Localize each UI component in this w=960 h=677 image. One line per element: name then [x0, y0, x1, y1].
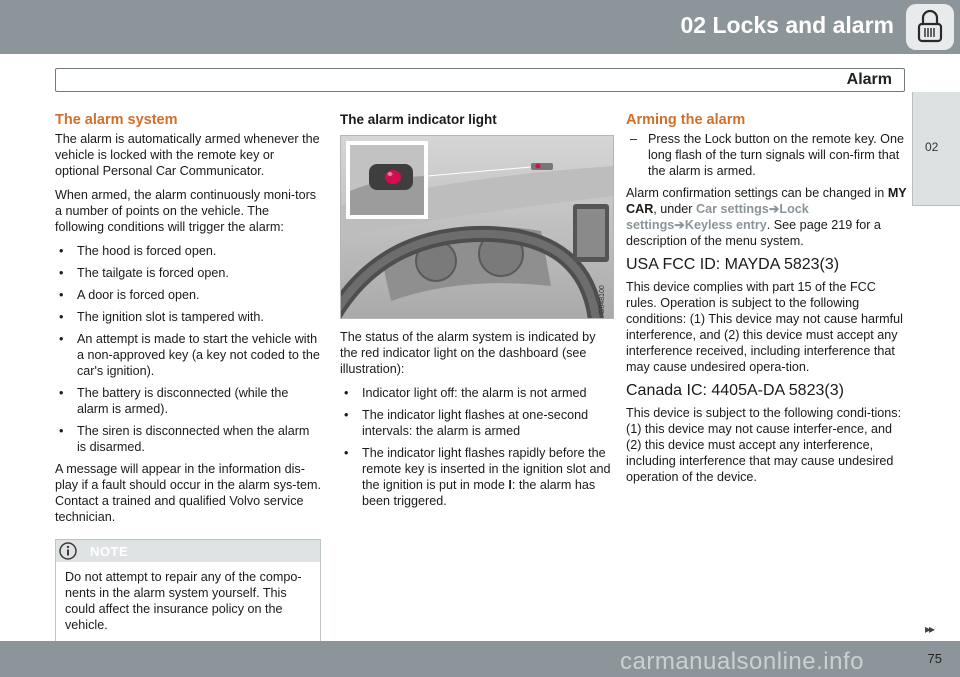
- image-code: G048100: [599, 285, 606, 314]
- ignition-mode: I: [508, 478, 512, 492]
- header-bar: [0, 0, 960, 54]
- next-page-arrows-icon[interactable]: ▸▸: [925, 622, 934, 636]
- indicator-status: The status of the alarm system is indicated by the red indicator light on the dashboard (see illustration):: [340, 330, 596, 376]
- page-number: 75: [927, 651, 942, 666]
- conf-prefix: Alarm confirmation settings can be changed in: [626, 186, 888, 200]
- chapter-side-tab[interactable]: [912, 92, 960, 206]
- column-indicator-light: [340, 112, 615, 515]
- section-title: Alarm: [846, 71, 892, 88]
- menu-car-settings: Car settings: [696, 202, 769, 216]
- section-header: [55, 68, 905, 92]
- heading-fcc: USA FCC ID: MAYDA 5823(3): [626, 256, 840, 273]
- list-item: • The hood is forced open.: [55, 243, 321, 259]
- note-label: NOTE: [90, 544, 129, 559]
- list-item: • An attempt is made to start the vehicle with a non-approved key (a key not coded to the car's ignition).: [55, 331, 321, 379]
- heading-indicator-light: The alarm indicator light: [340, 112, 497, 127]
- heading-canada-ic: Canada IC: 4405A-DA 5823(3): [626, 382, 844, 399]
- rapid-prefix: The indicator light flashes rapidly before the remote key is inserted in the ignition slot and the ignition is put in mode: [362, 446, 611, 492]
- list-item: – Press the Lock button on the remote key. One long flash of the turn signals will con-firm that the alarm is armed.: [626, 131, 908, 179]
- menu-arrow-icon: ➔: [768, 202, 780, 216]
- note-box: [55, 539, 321, 642]
- rapid-suffix: : the alarm has been triggered.: [362, 478, 596, 508]
- column-arming: [626, 112, 908, 493]
- note-text: Do not attempt to repair any of the compo-nents in the alarm system yourself. This could affect the insurance policy on the vehicle.: [65, 570, 302, 632]
- list-item: • The ignition slot is tampered with.: [55, 309, 321, 325]
- conf-suffix: . See page 219 for a description of the menu system.: [626, 218, 881, 248]
- dashboard-illustration: [340, 135, 614, 319]
- info-icon: [59, 542, 77, 560]
- list-item: • The battery is disconnected (while the alarm is armed).: [55, 385, 321, 417]
- side-tab-label: 02: [925, 140, 939, 154]
- indicator-states: [340, 385, 615, 509]
- list-item: • A door is forced open.: [55, 287, 321, 303]
- trigger-list: [55, 243, 321, 455]
- list-item: • Indicator light off: the alarm is not armed: [340, 385, 615, 401]
- menu-keyless-entry: Keyless entry: [684, 218, 767, 232]
- conf-under: , under: [653, 202, 697, 216]
- alarm-intro: The alarm is automatically armed whenever the vehicle is locked with the remote key or optional Personal Car Communicator.: [55, 132, 320, 178]
- ic-text: This device is subject to the following condi-tions: (1) this device may not cause interfer-ence, and (2) this device must accept any interference, including interference that may cause undesired operation of the device.: [626, 406, 902, 484]
- heading-alarm-system: The alarm system: [55, 112, 178, 128]
- confirmation-settings: [626, 185, 908, 249]
- arming-steps: [626, 131, 908, 179]
- menu-my-car: MY CAR: [626, 186, 907, 216]
- alarm-when-armed: When armed, the alarm continuously moni-tors a number of points on the vehicle. The following conditions will trigger the alarm:: [55, 188, 317, 234]
- watermark: carmanualsonline.info: [620, 648, 864, 675]
- list-item: • The tailgate is forced open.: [55, 265, 321, 281]
- menu-arrow-icon: ➔: [674, 218, 685, 232]
- heading-arming: Arming the alarm: [626, 112, 746, 128]
- column-alarm-system: [55, 112, 321, 642]
- note-header: [56, 540, 320, 562]
- chapter-title: 02 Locks and alarm: [680, 12, 894, 38]
- list-item: • The siren is disconnected when the alarm is disarmed.: [55, 423, 321, 455]
- fault-message: A message will appear in the information dis-play if a fault should occur in the alarm sys-tem. Contact a trained and qualified Volvo service technician.: [55, 462, 321, 524]
- list-item: [340, 445, 615, 509]
- fcc-text: This device complies with part 15 of the FCC rules. Operation is subject to the following conditions: (1) This device may not cause harmful interference, and (2) this device must accept any interference received, including interference that may cause undesired opera-tion.: [626, 280, 903, 374]
- menu-lock-settings: Lock settings: [626, 202, 809, 232]
- list-item: • The indicator light flashes at one-second intervals: the alarm is armed: [340, 407, 615, 439]
- padlock-icon: [906, 4, 954, 50]
